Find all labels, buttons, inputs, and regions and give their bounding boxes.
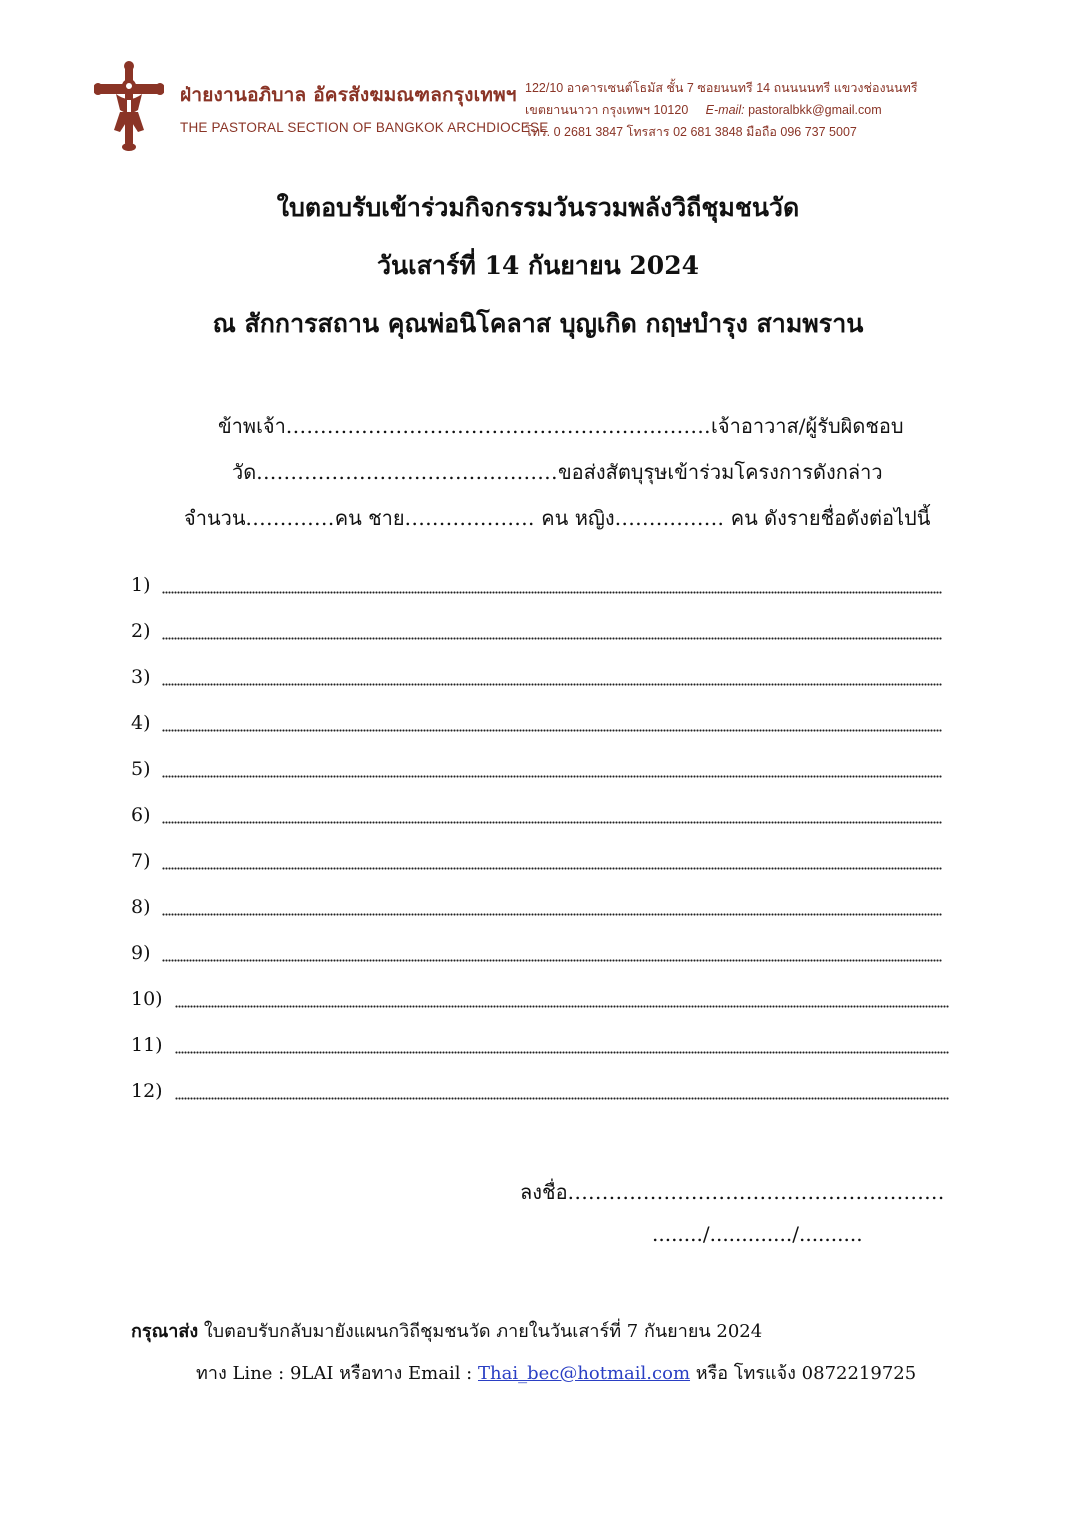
footer-contact-prefix: ทาง Line : 9LAI หรือทาง Email : — [196, 1363, 478, 1384]
participant-row — [131, 712, 151, 734]
responsible-person-label: ข้าพเจ้า — [218, 414, 286, 438]
participant-name-line[interactable] — [162, 666, 942, 688]
participant-row — [131, 1034, 163, 1056]
footer-instruction-text: ใบตอบรับกลับมายังแผนกวิถีชุมชนวัด ภายในวันเสาร์ที่ 7 กันยายน 2024 — [198, 1321, 763, 1342]
signature-label: ลงชื่อ — [520, 1180, 568, 1204]
participant-number: 6) — [131, 804, 151, 826]
footer-contact-suffix: หรือ โทรแจ้ง 0872219725 — [690, 1363, 917, 1384]
list-intro: คน ดังรายชื่อดังต่อไปนี้ — [724, 506, 931, 530]
participant-name-line[interactable] — [175, 988, 949, 1010]
male-label: คน ชาย — [334, 506, 405, 530]
address-line-1: 122/10 อาคารเซนต์โธมัส ชั้น 7 ซอยนนทรี 14 ถนนนนทรี แขวงช่องนนทรี — [525, 81, 918, 95]
org-name-thai: ฝ่ายงานอภิบาล อัครสังฆมณฑลกรุงเทพฯ — [180, 84, 517, 106]
participant-number: 9) — [131, 942, 151, 964]
count-label: จำนวน — [184, 506, 246, 530]
participant-number: 10) — [131, 988, 163, 1010]
parish-dots[interactable]: ............................................ — [256, 460, 558, 484]
parish-label: วัด — [232, 460, 257, 484]
participant-name-line[interactable] — [162, 574, 942, 596]
address-district: เขตยานนาวา กรุงเทพฯ 10120 — [525, 103, 689, 117]
participant-number: 12) — [131, 1080, 163, 1102]
participant-row — [131, 804, 151, 826]
org-name-english: THE PASTORAL SECTION OF BANGKOK ARCHDIOCESE — [180, 120, 549, 135]
responsible-person-role: เจ้าอาวาส/ผู้รับผิดชอบ — [711, 414, 904, 438]
participant-row — [131, 988, 163, 1010]
female-label: คน หญิง — [534, 506, 615, 530]
signature-dots[interactable]: ....................................................... — [567, 1180, 945, 1204]
participant-row — [131, 620, 151, 642]
responsible-person-dots[interactable]: .............................................................. — [285, 414, 712, 438]
contact-email-link[interactable]: Thai_bec@hotmail.com — [477, 1363, 691, 1384]
event-venue: ณ สักการสถาน คุณพ่อนิโคลาส บุญเกิด กฤษบำรุง สามพราน — [212, 309, 864, 338]
participant-row — [131, 574, 151, 596]
participant-number: 2) — [131, 620, 151, 642]
male-count-dots[interactable]: ................... — [404, 506, 535, 530]
participant-row — [131, 850, 151, 872]
participant-name-line[interactable] — [162, 850, 942, 872]
participant-number: 4) — [131, 712, 151, 734]
parish-field[interactable] — [232, 456, 883, 488]
participant-name-line[interactable] — [162, 712, 942, 734]
participant-row — [131, 758, 151, 780]
total-count-dots[interactable]: ............. — [245, 506, 335, 530]
count-field[interactable] — [184, 502, 930, 534]
participant-number: 3) — [131, 666, 151, 688]
footer-instruction — [131, 1316, 762, 1345]
participant-name-line[interactable] — [162, 758, 942, 780]
participant-number: 11) — [131, 1034, 163, 1056]
participant-number: 8) — [131, 896, 151, 918]
event-date: วันเสาร์ที่ 14 กันยายน 2024 — [376, 251, 699, 280]
letterhead-email: pastoralbkk@gmail.com — [748, 103, 882, 117]
participant-number: 5) — [131, 758, 151, 780]
date-field[interactable]: ......../............./.......... — [652, 1222, 863, 1246]
phone-line: โทร. 0 2681 3847 โทรสาร 02 681 3848 มือถือ 096 737 5007 — [525, 125, 857, 139]
participant-row — [131, 896, 151, 918]
crucifix-icon — [94, 60, 164, 152]
participant-row — [131, 942, 151, 964]
participant-number: 1) — [131, 574, 151, 596]
participant-name-line[interactable] — [175, 1080, 949, 1102]
female-count-dots[interactable]: ................ — [614, 506, 725, 530]
address-line-2 — [525, 100, 882, 120]
responsible-person-field[interactable] — [218, 410, 904, 442]
footer-instruction-bold: กรุณาส่ง — [131, 1321, 199, 1342]
participant-name-line[interactable] — [162, 896, 942, 918]
email-label: E-mail: — [705, 103, 745, 117]
signature-field[interactable] — [520, 1176, 945, 1208]
participant-row — [131, 666, 151, 688]
participant-name-line[interactable] — [162, 942, 942, 964]
participant-number: 7) — [131, 850, 151, 872]
parish-statement: ขอส่งสัตบุรุษเข้าร่วมโครงการดังกล่าว — [557, 460, 883, 484]
participant-row — [131, 1080, 163, 1102]
participant-name-line[interactable] — [162, 804, 942, 826]
participant-name-line[interactable] — [162, 620, 942, 642]
footer-contact — [196, 1358, 916, 1387]
participant-name-line[interactable] — [175, 1034, 949, 1056]
form-title: ใบตอบรับเข้าร่วมกิจกรรมวันรวมพลังวิถีชุมชนวัด — [276, 193, 800, 222]
